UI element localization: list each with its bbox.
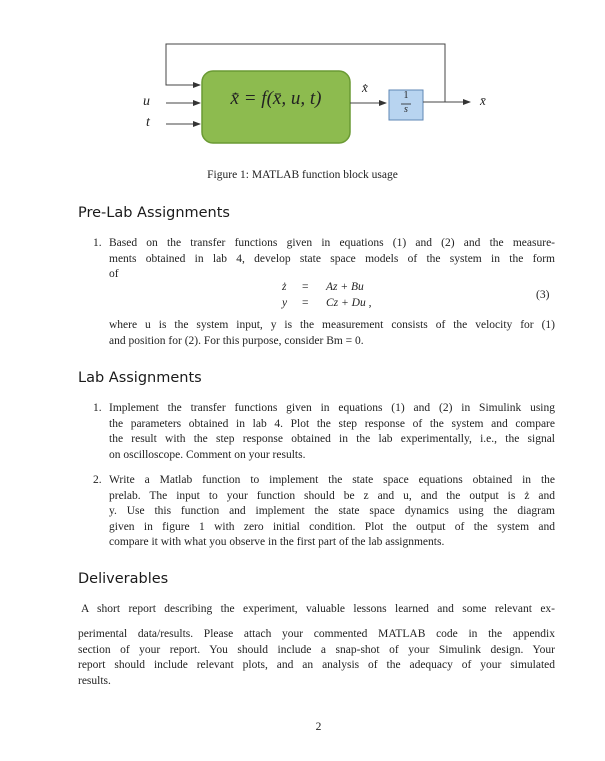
lab-item-1-line: the parameters obtained in lab 4. Plot the step response of the system and compare — [109, 417, 555, 430]
lab-item-2-line: Write a Matlab function to implement the state space equations obtained in the — [109, 474, 555, 486]
prelab-heading: Pre-Lab Assignments — [78, 205, 230, 221]
lab-item-1-line: on oscilloscope. Comment on your results. — [109, 448, 306, 461]
integrator-numerator: 1 — [403, 90, 409, 101]
prelab-item-1-line: Based on the transfer functions given in equations (1) and (2) and the measure- — [109, 237, 555, 249]
figure-1 — [0, 0, 605, 190]
prelab-after-line: and position for (2). For this purpose, consider Bm = 0. — [109, 334, 364, 347]
lab-item-2-line: y. Use this function and implement the state space dynamics using the diagram — [109, 505, 555, 518]
lab-item-1-line: Implement the transfer functions given in equations (1) and (2) in Simulink using — [109, 402, 555, 414]
lab-item-2-line: prelab. The input to your function should be z and u, and the output is ż and — [109, 489, 555, 502]
lab-item-1-number: 1. — [93, 402, 102, 414]
derivative-label: x̄̇ — [362, 80, 368, 95]
eq1-rhs: Az + Bu — [326, 281, 364, 293]
lab-item-2-line: compare it with what you observe in the first part of the lab assignments. — [109, 536, 445, 549]
eq2-sign: = — [302, 297, 309, 309]
prelab-item-1-line: ments obtained in lab 4, develop state space models of the system in the form — [109, 252, 555, 265]
deliverables-line: report should include relevant plots, and an analysis of the adequacy of your simulated — [78, 659, 555, 672]
lab-heading: Lab Assignments — [78, 370, 202, 386]
deliverables-heading: Deliverables — [78, 571, 169, 587]
prelab-after-line: where u is the system input, y is the measurement consists of the velocity for (1) — [109, 319, 555, 331]
figure-caption: Figure 1: MATLAB function block usage — [207, 169, 398, 181]
prelab-item-1-line: of — [109, 268, 119, 281]
eq1-lhs: ż — [282, 281, 287, 293]
output-label: x̄ — [480, 93, 486, 108]
lab-item-2-number: 2. — [93, 474, 102, 486]
eq2-lhs: y — [282, 297, 288, 309]
deliverables-line: section of your report. You should include a snap-shot of your Simulink design. Your — [78, 643, 555, 656]
eq2-rhs: Cz + Du , — [326, 297, 372, 309]
lab-item-1-line: the result with the step response obtained in the lab experimentally, i.e., the signal — [109, 433, 555, 446]
prelab-item-1-number: 1. — [93, 237, 102, 249]
input-u-label: u — [143, 94, 150, 109]
equation-number: (3) — [536, 289, 550, 301]
eq1-sign: = — [302, 281, 309, 293]
deliverables-line: results. — [78, 674, 111, 687]
integrator-denominator: s — [404, 104, 408, 115]
deliverables-line: A short report describing the experiment, valuable lessons learned and some relevant ex- — [81, 603, 555, 615]
block-diagram — [0, 0, 605, 165]
page-number: 2 — [315, 721, 322, 733]
function-block-label: x̄̇ = f(x̄, u, t) — [230, 88, 322, 109]
input-t-label: t — [146, 115, 150, 130]
deliverables-line: perimental data/results. Please attach your commented MATLAB code in the appendix — [78, 628, 555, 640]
lab-item-2-line: given in figure 1 with zero initial condition. Plot the output of the system and — [109, 520, 555, 533]
